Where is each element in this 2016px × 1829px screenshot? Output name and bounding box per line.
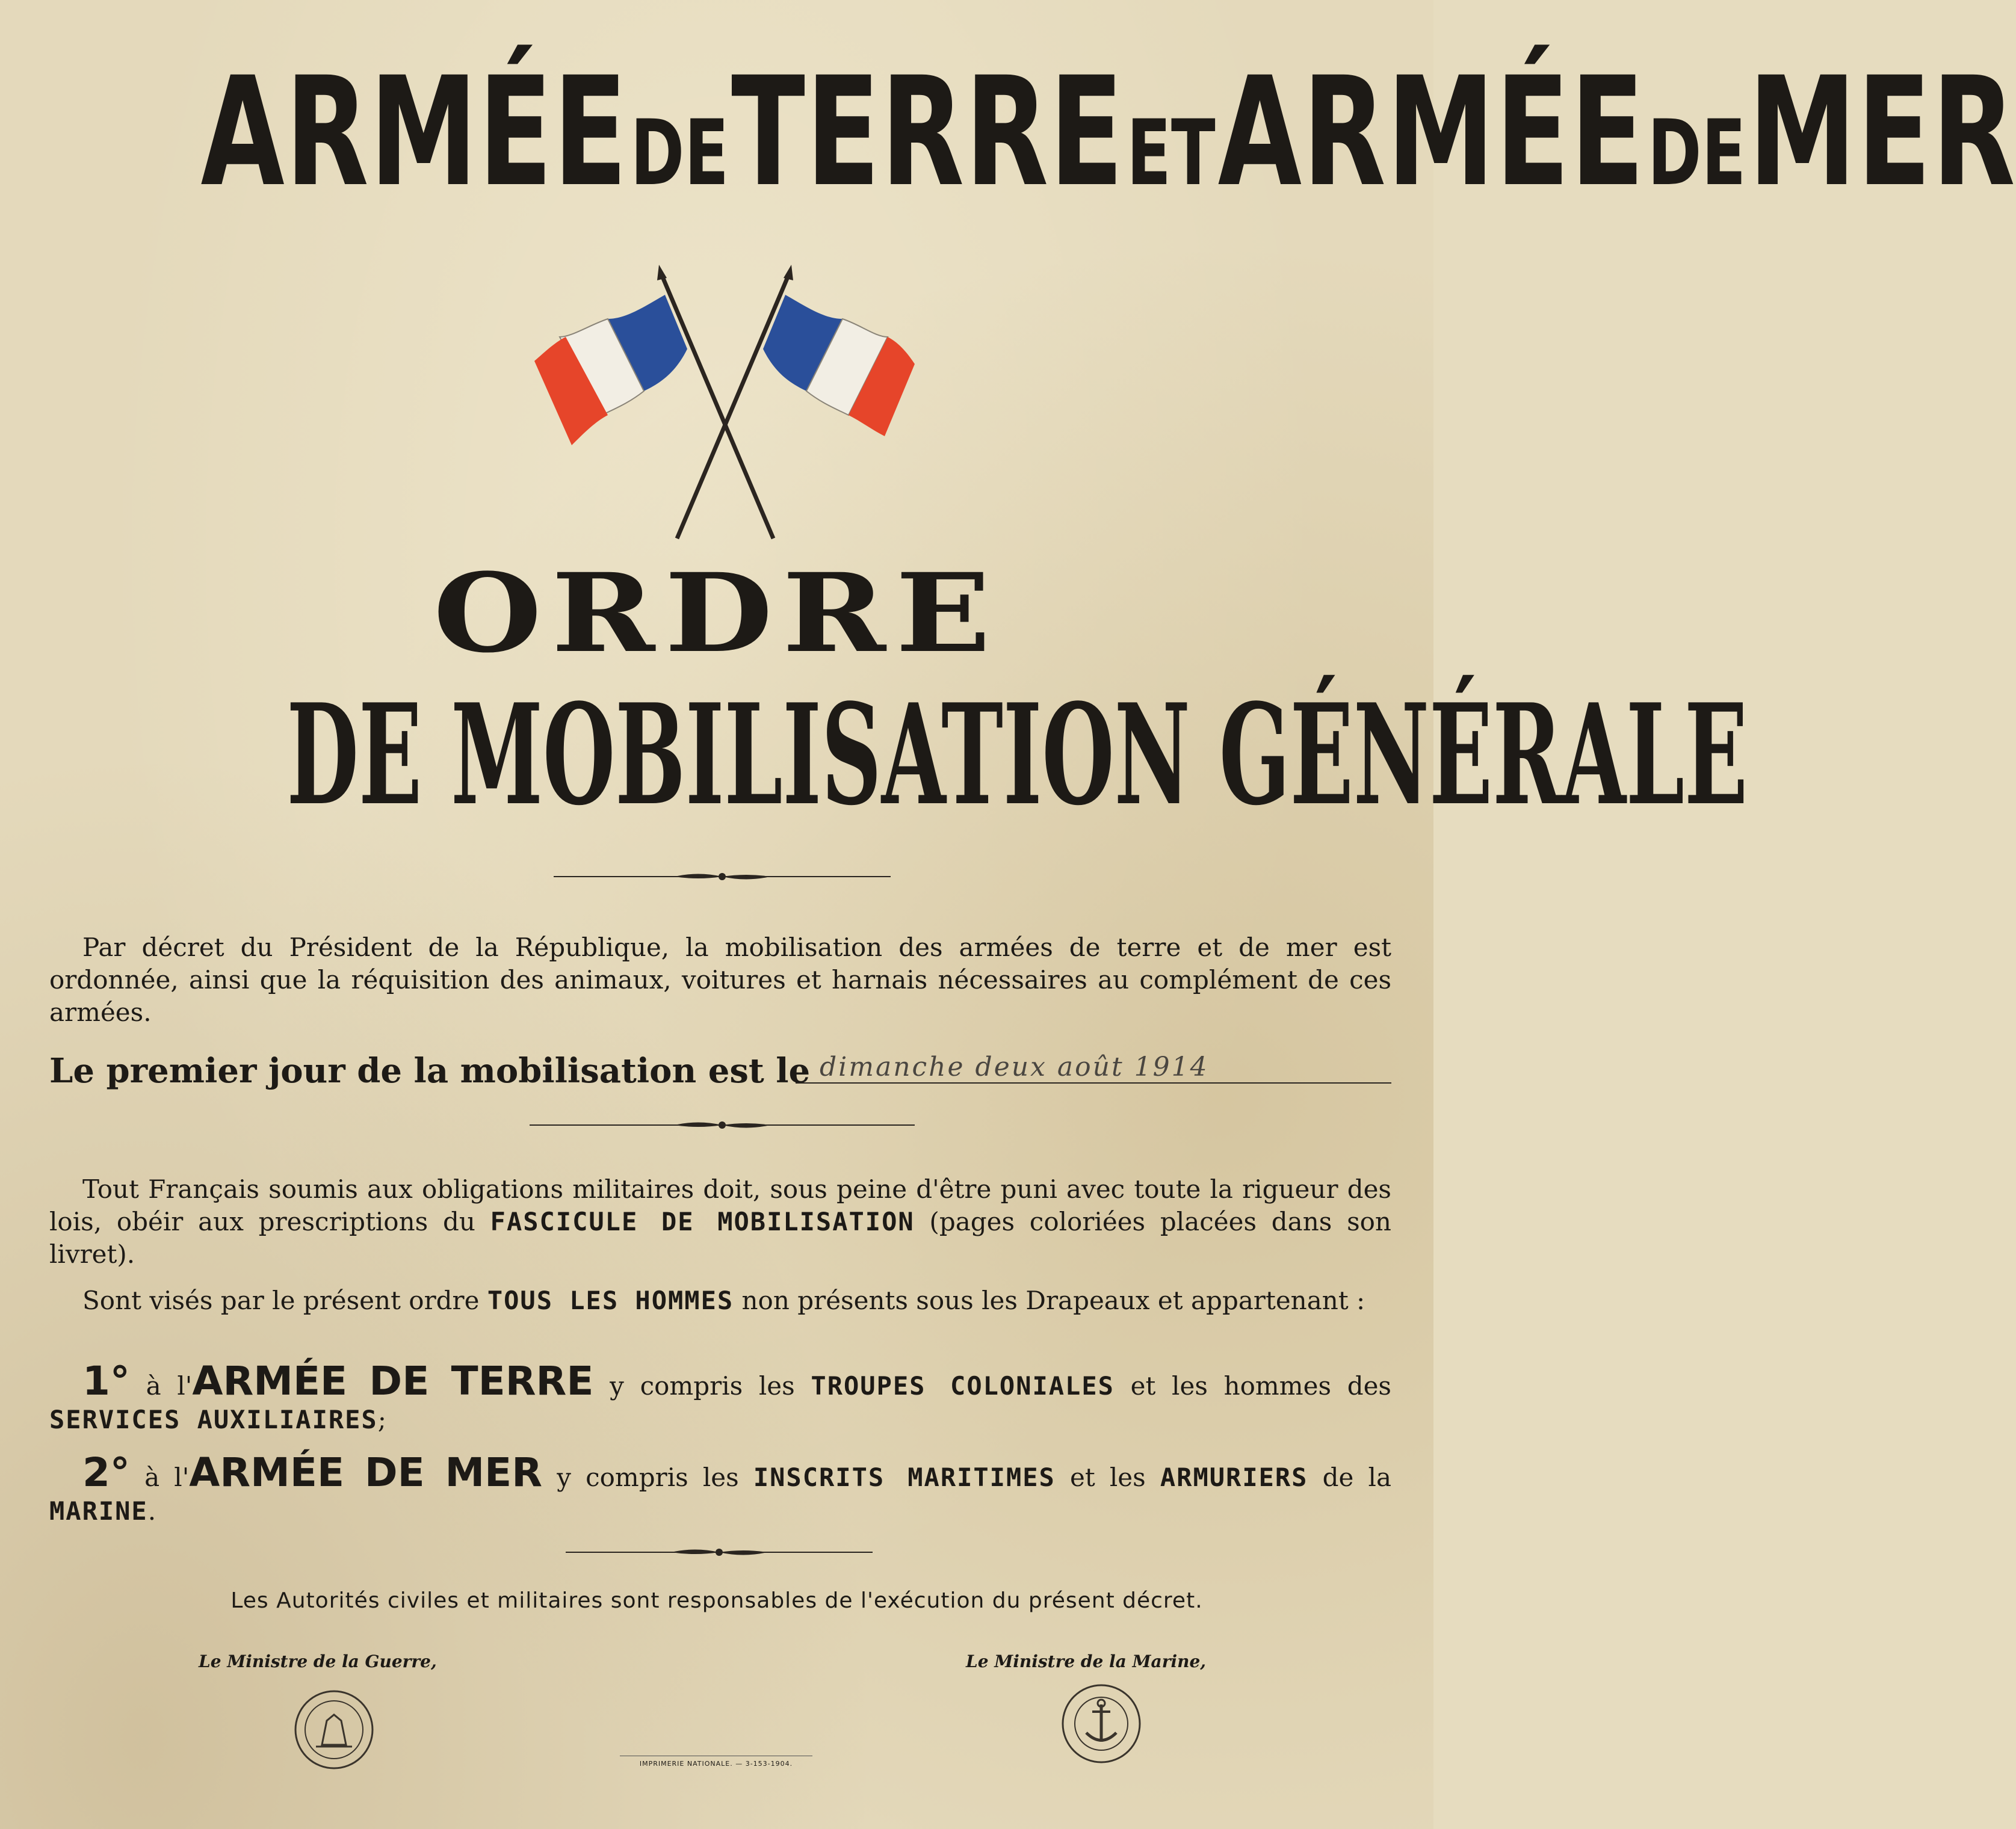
inscrits-emphasis: INSCRITS MARITIMES [753, 1463, 1056, 1492]
ornament-divider [554, 869, 891, 884]
navy-ministry-seal-icon [1059, 1682, 1143, 1766]
war-ministry-seal-icon [292, 1688, 376, 1772]
item-text: de la [1308, 1463, 1391, 1492]
decree-paragraph: Par décret du Président de la République, la mobilisation des armées de terre et de mer est ordonnée, ainsi que la réquisition des animaux, voitures et harnais nécessaires au complément de ces armées. [49, 933, 1391, 1027]
headline-word: ET [1127, 101, 1216, 206]
item-number: 1° [82, 1358, 130, 1404]
title-mobilisation: DE MOBILISATION GÉNÉRALE [286, 674, 1748, 836]
first-day-line [49, 1050, 1391, 1092]
headline-word: TERRE [731, 45, 1125, 220]
headline-word: DE [1647, 101, 1746, 206]
item-text: ; [377, 1405, 386, 1434]
ornament-divider [530, 1118, 915, 1132]
concerned-text: Sont visés par le présent ordre [82, 1286, 487, 1315]
obligations-paragraph [49, 1173, 1391, 1271]
item-number: 2° [82, 1449, 130, 1496]
signature-marine: Le Ministre de la Marine, [966, 1652, 1206, 1671]
item-text: . [147, 1496, 156, 1526]
item-text: y compris les [542, 1463, 753, 1492]
crossed-flags-icon [530, 265, 921, 554]
concerned-paragraph [49, 1285, 1391, 1317]
concerned-text: non présents sous les Drapeaux et appartenant : [734, 1286, 1365, 1315]
tous-emphasis: TOUS LES HOMMES [487, 1286, 734, 1315]
obligations-text: (pages coloriées placées dans son livret). [49, 1207, 1391, 1269]
item-text: et les [1055, 1463, 1160, 1492]
headline-word: MER [1748, 45, 2016, 220]
marine-emphasis: MARINE [49, 1496, 148, 1526]
headline-word: DE [630, 101, 729, 206]
army-name: ARMÉE DE TERRE [192, 1358, 594, 1404]
army-name: ARMÉE DE MER [189, 1449, 543, 1496]
item-text: à l' [129, 1371, 193, 1401]
services-emphasis: SERVICES AUXILIAIRES [49, 1405, 378, 1434]
first-day-label: Le premier jour de la mobilisation est le [49, 1051, 811, 1091]
troupes-emphasis: TROUPES COLONIALES [811, 1371, 1115, 1401]
handwritten-date: dimanche deux août 1914 [820, 1052, 1209, 1082]
item-army-land [49, 1358, 1391, 1437]
ornament-divider [566, 1545, 873, 1559]
obligations-text: Tout Français soumis aux obligations militaires doit, sous peine d'être puni avec toute la rigueur des lois, obéir aux prescriptions du [49, 1174, 1391, 1236]
headline [200, 45, 2016, 220]
item-text: et les hommes des [1114, 1371, 1391, 1401]
armuriers-emphasis: ARMURIERS [1160, 1463, 1308, 1492]
item-army-sea [49, 1449, 1391, 1528]
item-text: y compris les [593, 1371, 811, 1401]
signature-guerre: Le Ministre de la Guerre, [199, 1652, 437, 1671]
fascicule-emphasis: FASCICULE DE MOBILISATION [490, 1207, 915, 1236]
headline-word: ARMÉE [200, 45, 628, 220]
title-ordre: ORDRE [433, 550, 1001, 677]
headline-word: ARMÉE [1217, 45, 1645, 220]
responsibility-line: Les Autorités civiles et militaires sont responsables de l'exécution du présent décret. [230, 1588, 1203, 1613]
printer-mark: IMPRIMERIE NATIONALE. — 3-153-1904. [620, 1756, 812, 1768]
item-text: à l' [129, 1463, 190, 1492]
